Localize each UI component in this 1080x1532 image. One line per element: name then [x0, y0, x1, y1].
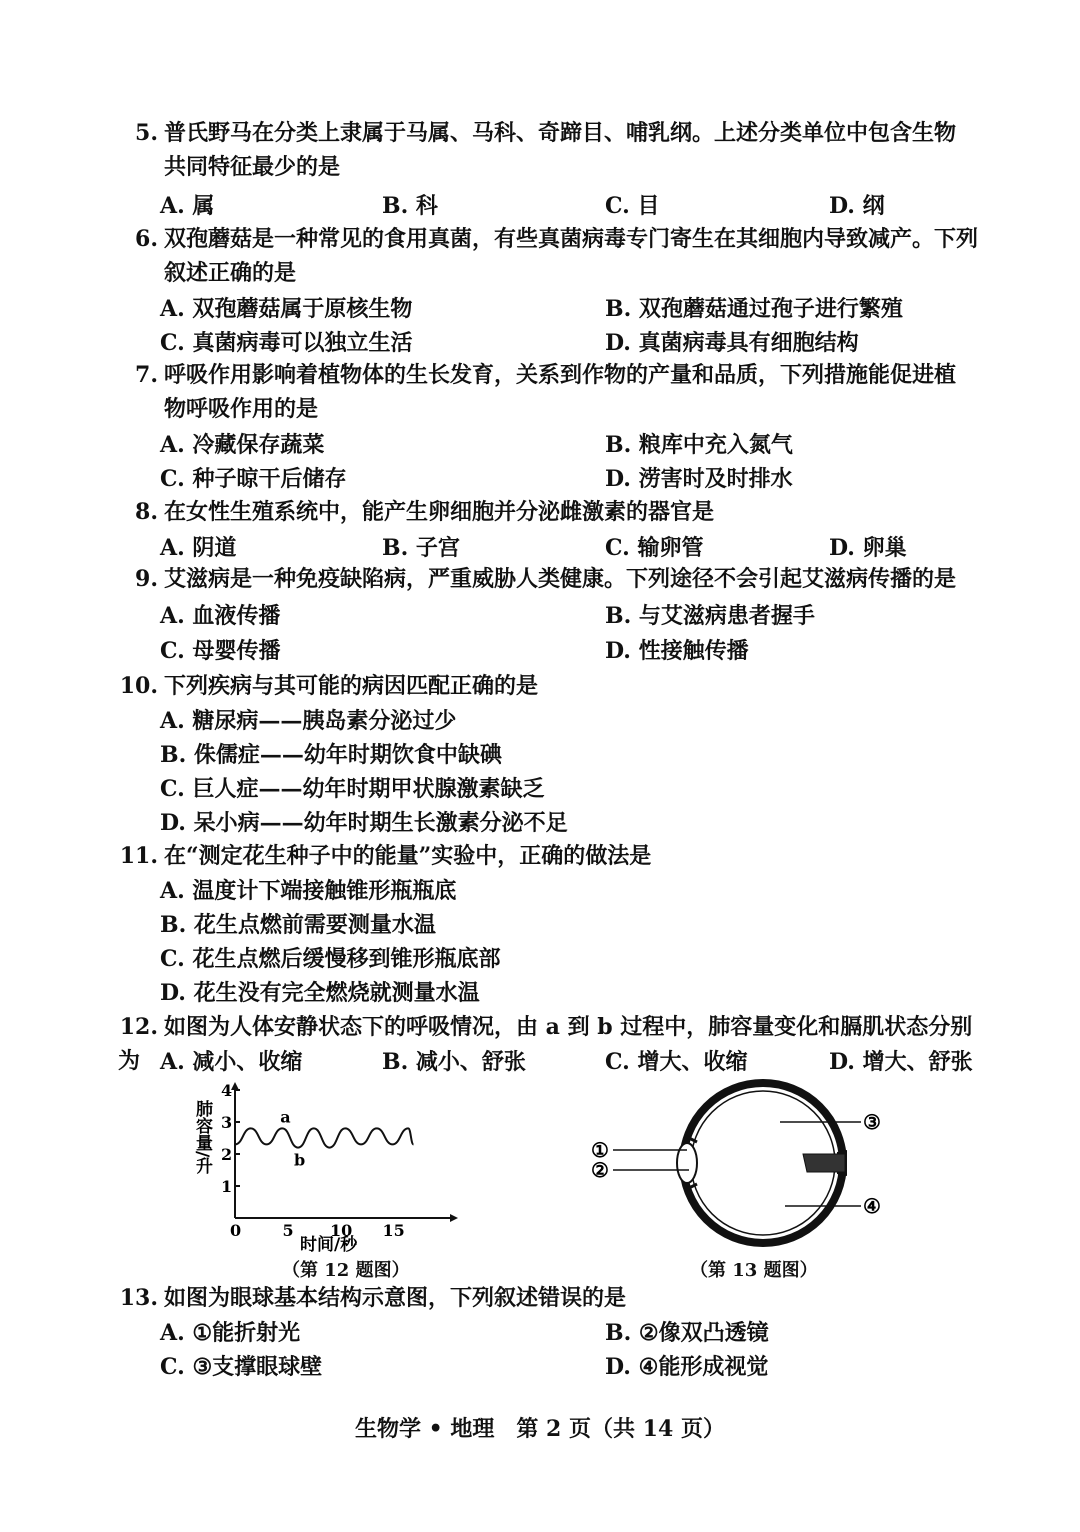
option-d: D. 纲 — [829, 193, 885, 219]
point-b-label: b — [294, 1150, 306, 1170]
option-a: A. 血液传播 — [160, 603, 281, 629]
option-a: A. ①能折射光 — [160, 1320, 301, 1346]
question-text: 在女性生殖系统中，能产生卵细胞并分泌雌激素的器官是 — [164, 499, 715, 525]
question-13 — [118, 1281, 978, 1315]
question-text: 如图为眼球基本结构示意图，下列叙述错误的是 — [164, 1285, 627, 1311]
lens — [677, 1143, 697, 1183]
label-3: ③ — [863, 1110, 881, 1134]
x-tick-label: 0 — [230, 1221, 242, 1240]
question-number: 7. — [135, 362, 158, 388]
eyeball-diagram — [585, 1078, 905, 1253]
question-text: 下列疾病与其可能的病因匹配正确的是 — [164, 673, 539, 699]
option-a: A. 温度计下端接触锥形瓶瓶底 — [160, 878, 457, 904]
question-9 — [118, 562, 978, 596]
option-c: C. 增大、收缩 — [605, 1049, 748, 1075]
question-number: 9. — [135, 566, 158, 592]
option-a: A. 双孢蘑菇属于原核生物 — [160, 296, 413, 322]
question-number: 5. — [135, 120, 158, 146]
question-text-cont: 叙述正确的是 — [164, 260, 297, 286]
option-c: C. 母婴传播 — [160, 638, 281, 664]
x-axis-label: 时间/秒 — [300, 1235, 358, 1255]
y-axis-label: 肺容量/升 — [192, 1100, 212, 1175]
label-4: ④ — [863, 1194, 881, 1218]
option-c: C. 种子晾干后储存 — [160, 466, 347, 492]
label-1: ① — [591, 1138, 609, 1162]
optic-nerve-body — [803, 1154, 845, 1172]
page-footer: 生物学 • 地理 第 2 页（共 14 页） — [355, 1416, 725, 1442]
option-b: B. 粮库中充入氮气 — [605, 432, 793, 458]
option-a: A. 冷藏保存蔬菜 — [160, 432, 325, 458]
figure-12-caption: （第 12 题图） — [282, 1260, 410, 1281]
option-d: D. 呆小病——幼年时期生长激素分泌不足 — [160, 810, 568, 836]
option-d: D. 真菌病毒具有细胞结构 — [605, 330, 859, 356]
option-c: C. 输卵管 — [605, 535, 704, 561]
option-c: C. 巨人症——幼年时期甲状腺激素缺乏 — [160, 776, 545, 802]
question-6 — [118, 222, 978, 290]
option-d: D. ④能形成视觉 — [605, 1354, 769, 1380]
question-text: 如图为人体安静状态下的呼吸情况，由 a 到 b 过程中，肺容量变化和膈肌状态分别为 — [118, 1014, 973, 1074]
x-tick-label: 10 — [330, 1221, 353, 1240]
point-a-label: a — [280, 1107, 291, 1127]
option-d: D. 卵巢 — [829, 535, 907, 561]
y-tick-label: 3 — [221, 1113, 233, 1132]
question-11 — [118, 839, 978, 873]
question-7 — [118, 358, 978, 426]
option-b: B. 减小、舒张 — [382, 1049, 526, 1075]
option-d: D. 增大、舒张 — [829, 1049, 973, 1075]
option-c: C. 花生点燃后缓慢移到锥形瓶底部 — [160, 946, 501, 972]
option-b: B. 与艾滋病患者握手 — [605, 603, 815, 629]
x-tick-label: 15 — [382, 1221, 405, 1240]
option-d: D. 性接触传播 — [605, 638, 749, 664]
question-text: 普氏野马在分类上隶属于马属、马科、奇蹄目、哺乳纲。上述分类单位中包含生物 — [164, 120, 957, 146]
option-a: A. 减小、收缩 — [160, 1049, 303, 1075]
question-text: 双孢蘑菇是一种常见的食用真菌，有些真菌病毒专门寄生在其细胞内导致减产。下列 — [164, 226, 979, 252]
option-a: A. 阴道 — [160, 535, 237, 561]
option-b: B. 双孢蘑菇通过孢子进行繁殖 — [605, 296, 903, 322]
y-tick-label: 2 — [221, 1145, 233, 1164]
question-number: 11. — [119, 843, 158, 869]
option-d: D. 花生没有完全燃烧就测量水温 — [160, 980, 480, 1006]
question-number: 13. — [119, 1285, 158, 1311]
question-8 — [118, 495, 978, 529]
option-b: B. 子宫 — [382, 535, 460, 561]
question-number: 6. — [135, 226, 158, 252]
option-c: C. ③支撑眼球壁 — [160, 1354, 323, 1380]
question-number: 10. — [119, 673, 158, 699]
question-text: 艾滋病是一种免疫缺陷病，严重威胁人类健康。下列途径不会引起艾滋病传播的是 — [164, 566, 957, 592]
lung-volume-line — [235, 1128, 414, 1147]
y-tick-label: 4 — [221, 1081, 233, 1100]
question-number: 12. — [119, 1014, 158, 1040]
question-number: 8. — [135, 499, 158, 525]
question-10 — [118, 669, 978, 703]
x-tick-label: 5 — [282, 1221, 294, 1240]
y-axis-arrow — [231, 1082, 239, 1090]
option-b: B. 侏儒症——幼年时期饮食中缺碘 — [160, 742, 502, 768]
question-5 — [118, 116, 978, 184]
option-c: C. 目 — [605, 193, 660, 219]
option-a: A. 属 — [160, 193, 215, 219]
question-text-cont: 共同特征最少的是 — [164, 154, 341, 180]
option-b: B. 科 — [382, 193, 438, 219]
question-text-cont: 物呼吸作用的是 — [164, 396, 319, 422]
option-a: A. 糖尿病——胰岛素分泌过少 — [160, 708, 457, 734]
option-b: B. 花生点燃前需要测量水温 — [160, 912, 436, 938]
option-b: B. ②像双凸透镜 — [605, 1320, 769, 1346]
y-tick-label: 1 — [221, 1177, 233, 1196]
lung-volume-chart — [180, 1080, 470, 1255]
question-text: 在“测定花生种子中的能量”实验中，正确的做法是 — [164, 843, 652, 869]
x-axis-arrow — [450, 1214, 458, 1222]
option-c: C. 真菌病毒可以独立生活 — [160, 330, 413, 356]
question-text: 呼吸作用影响着植物体的生长发育，关系到作物的产量和品质，下列措施能促进植 — [164, 362, 957, 388]
label-2: ② — [591, 1158, 609, 1182]
option-d: D. 涝害时及时排水 — [605, 466, 793, 492]
figure-13-caption: （第 13 题图） — [690, 1260, 818, 1281]
